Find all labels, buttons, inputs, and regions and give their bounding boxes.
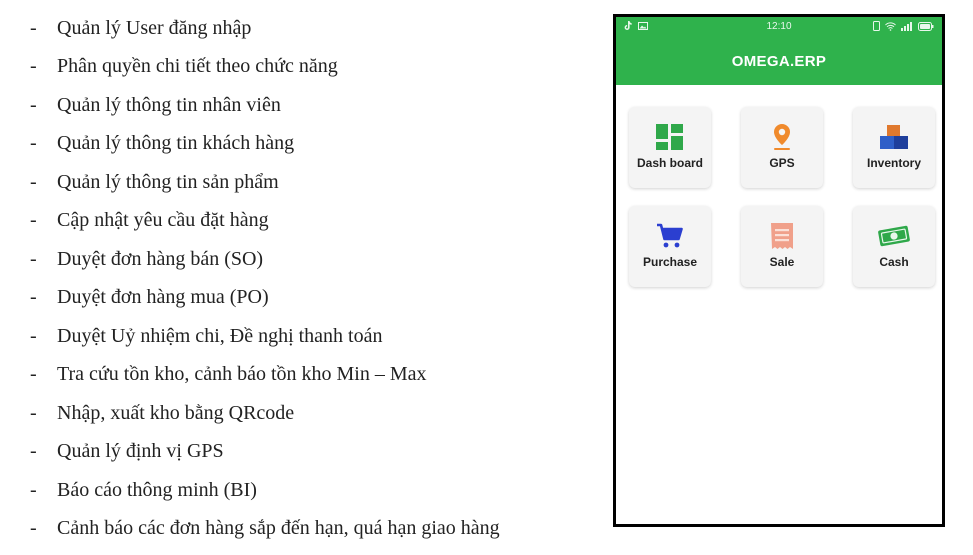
list-dash: -: [30, 363, 37, 386]
list-dash: -: [30, 324, 37, 347]
list-item: [30, 163, 500, 202]
list-dash: -: [30, 55, 37, 78]
feature-text: Phân quyền chi tiết theo chức năng: [57, 55, 338, 78]
status-right-icons: [873, 21, 934, 34]
location-pin-icon: [771, 122, 793, 152]
feature-text: Nhập, xuất kho bằng QRcode: [57, 401, 295, 424]
list-item: [30, 125, 500, 164]
tile-label: Inventory: [866, 156, 921, 170]
phone-screenshot: [613, 14, 945, 527]
list-item: [30, 279, 500, 318]
tile-label: GPS: [769, 156, 795, 170]
list-dash: -: [30, 401, 37, 424]
tile-dashboard[interactable]: [629, 107, 711, 188]
inventory-boxes-icon: [879, 122, 909, 152]
feature-text: Tra cứu tồn kho, cảnh báo tồn kho Min – Max: [57, 363, 427, 386]
tile-label: Dash board: [636, 156, 703, 170]
wifi-icon: [885, 22, 896, 34]
list-dash: -: [30, 478, 37, 501]
feature-text: Duyệt Uỷ nhiệm chi, Đề nghị thanh toán: [57, 324, 383, 347]
feature-text: Quản lý thông tin khách hàng: [57, 132, 295, 155]
list-dash: -: [30, 16, 37, 39]
list-item: [30, 48, 500, 87]
tile-label: Cash: [879, 255, 909, 269]
tile-sale[interactable]: [741, 206, 823, 287]
list-item: [30, 394, 500, 433]
signal-icon: [901, 22, 913, 34]
shopping-cart-icon: [656, 221, 684, 251]
list-dash: -: [30, 286, 37, 309]
feature-text: Cảnh báo các đơn hàng sắp đến hạn, quá hạn giao hàng: [57, 517, 500, 540]
feature-text: Quản lý thông tin nhân viên: [57, 93, 281, 116]
feature-text: Quản lý thông tin sản phẩm: [57, 170, 279, 193]
list-dash: -: [30, 440, 37, 463]
list-item: [30, 86, 500, 125]
tile-label: Sale: [769, 255, 795, 269]
feature-text: Duyệt đơn hàng mua (PO): [57, 286, 269, 309]
list-item: [30, 356, 500, 395]
list-dash: -: [30, 517, 37, 540]
list-item: [30, 433, 500, 472]
tile-inventory[interactable]: [853, 107, 935, 188]
list-item: [30, 202, 500, 241]
dashboard-icon: [656, 122, 684, 152]
battery-icon: [918, 22, 934, 34]
menu-grid: [629, 107, 937, 287]
vibrate-icon: [873, 21, 880, 34]
feature-text: Quản lý định vị GPS: [57, 440, 224, 463]
feature-list: [30, 9, 500, 548]
list-dash: -: [30, 209, 37, 232]
feature-text: Quản lý User đăng nhập: [57, 16, 252, 39]
list-dash: -: [30, 93, 37, 116]
list-item: [30, 317, 500, 356]
receipt-icon: [770, 221, 794, 251]
tile-label: Purchase: [642, 255, 698, 269]
app-bar: [616, 17, 942, 85]
app-title: OMEGA.ERP: [731, 53, 827, 70]
feature-text: Cập nhật yêu cầu đặt hàng: [57, 209, 269, 232]
list-dash: -: [30, 132, 37, 155]
list-item: [30, 9, 500, 48]
tile-cash[interactable]: [853, 206, 935, 287]
feature-text: Báo cáo thông minh (BI): [57, 478, 257, 501]
list-dash: -: [30, 247, 37, 270]
feature-text: Duyệt đơn hàng bán (SO): [57, 247, 264, 270]
list-item: [30, 510, 500, 549]
list-item: [30, 240, 500, 279]
list-item: [30, 471, 500, 510]
status-bar: [616, 17, 942, 39]
tile-purchase[interactable]: [629, 206, 711, 287]
cash-icon: [877, 221, 911, 251]
list-dash: -: [30, 170, 37, 193]
tile-gps[interactable]: [741, 107, 823, 188]
status-time: 12:10: [766, 21, 792, 32]
